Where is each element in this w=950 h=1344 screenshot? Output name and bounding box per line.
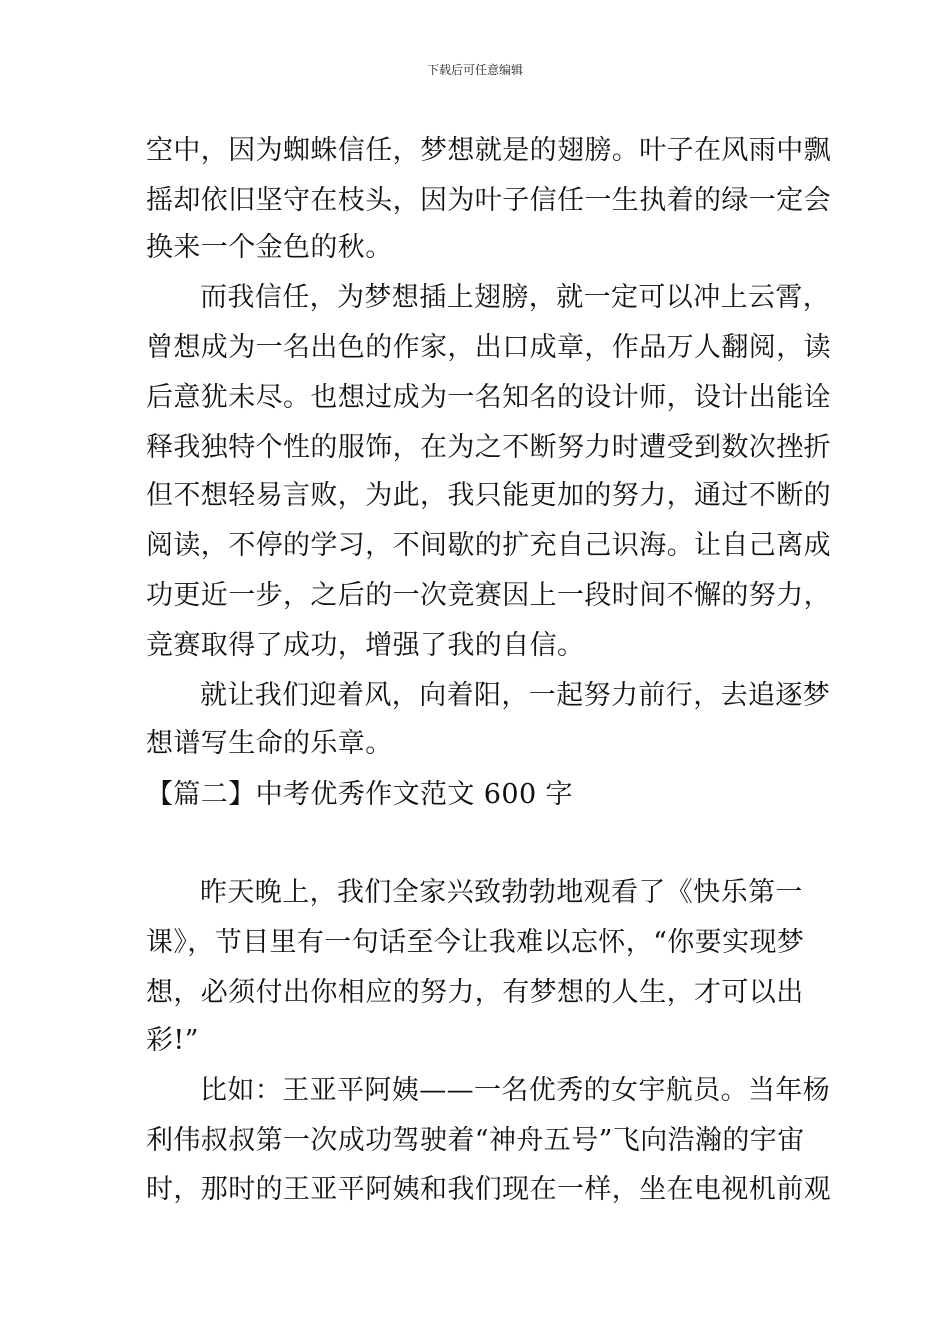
body-line: 但不想轻易言败，为此，我只能更加的努力，通过不断的 [146,480,831,511]
body-line: 想，必须付出你相应的努力，有梦想的人生，才可以出 [146,977,804,1008]
page-header: 下载后可任意编辑 [426,63,523,77]
body-line: 释我独特个性的服饰，在为之不断努力时遭受到数次挫折 [146,432,831,463]
body-line: 课》，节目里有一句话至今让我难以忘怀，“你要实现梦 [146,927,805,958]
body-line: 摇却依旧坚守在枝头，因为叶子信任一生执着的绿一定会 [146,185,831,216]
body-line: 利伟叔叔第一次成功驾驶着“神舟五号”飞向浩瀚的宇宙 [146,1125,805,1156]
body-line: 时，那时的王亚平阿姨和我们现在一样，坐在电视机前观 [146,1174,831,1205]
body-line: 彩!” [146,1025,199,1056]
body-line: 竞赛取得了成功，增强了我的自信。 [146,630,585,661]
body-line: 换来一个金色的秋。 [146,232,393,263]
body-line: 后意犹未尽。也想过成为一名知名的设计师，设计出能诠 [146,382,831,413]
body-line: 比如：王亚平阿姨——一名优秀的女宇航员。当年杨 [200,1075,831,1106]
body-line: 昨天晚上，我们全家兴致勃勃地观看了《快乐第一 [200,877,803,908]
body-line: 阅读，不停的学习，不间歇的扩充自己识海。让自己离成 [146,530,831,561]
body-line: 而我信任，为梦想插上翅膀，就一定可以冲上云霄， [200,282,831,313]
body-line: 功更近一步，之后的一次竞赛因上一段时间不懈的努力， [146,580,831,611]
body-line: 空中，因为蜘蛛信任，梦想就是的翅膀。叶子在风雨中飘 [146,135,831,166]
body-line: 曾想成为一名出色的作家，出口成章，作品万人翻阅，读 [146,332,831,363]
body-line: 想谱写生命的乐章。 [146,728,393,759]
section-heading: 【篇二】中考优秀作文范文 600 字 [146,779,573,810]
body-line: 就让我们迎着风，向着阳，一起努力前行，去追逐梦 [200,680,831,711]
